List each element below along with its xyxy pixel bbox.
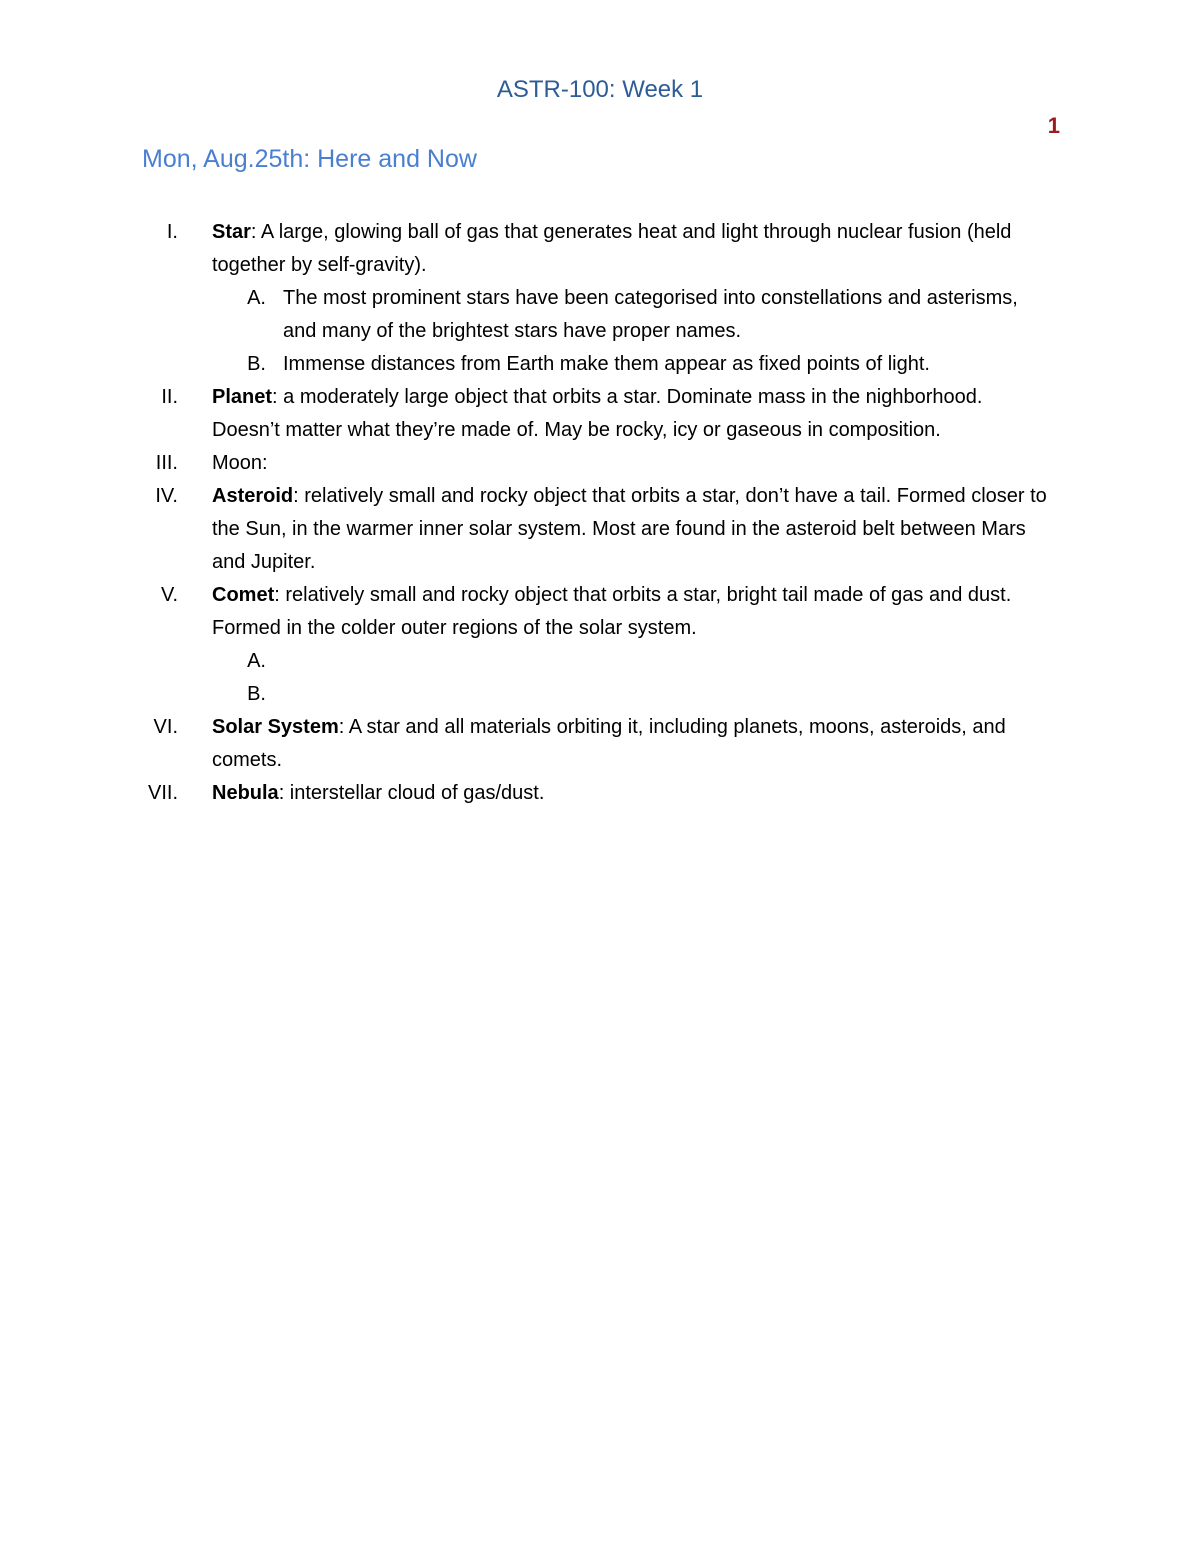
subitem-letter: B. [247,683,266,705]
definition-outline [0,216,1200,810]
outline-item-text [212,777,1052,810]
outline-item [0,216,1200,282]
outline-numeral: IV. [155,485,178,507]
term-definition: : relatively small and rocky object that orbits a star, don’t have a tail. Formed closer to the Sun, in the warmer inner solar system. Most are found in the asteroid belt between Mars and Jupiter. [212,485,1047,573]
outline-numeral: VII. [147,782,178,804]
outline-numeral: III. [155,452,178,474]
outline-subitem [0,645,1200,678]
outline-subitem [0,348,1200,381]
outline-item [0,777,1200,810]
outline-item [0,447,1200,480]
subitem-text [283,678,1023,711]
term-definition: : relatively small and rocky object that orbits a star, bright tail made of gas and dust. Formed in the colder outer regions of the solar system. [212,584,1012,639]
term-label: Comet [212,584,275,606]
term-label: Nebula [212,782,279,804]
outline-numeral: II. [161,386,178,408]
subitem-text: The most prominent stars have been categorised into constellations and asterisms, and many of the brightest stars have proper names. [283,287,1018,342]
outline-item-text [212,480,1052,579]
outline-item [0,480,1200,579]
outline-subitem [0,282,1200,348]
outline-item-text [212,447,1052,480]
subitem-letter: B. [247,353,266,375]
outline-item-text [212,216,1052,282]
outline-item-text [212,579,1052,645]
subitem-letter: A. [247,287,266,309]
outline-subitem [0,678,1200,711]
outline-item-text [212,381,1052,447]
outline-item [0,579,1200,645]
term-definition: : A large, glowing ball of gas that generates heat and light through nuclear fusion (held together by self-gravity). [212,221,1012,276]
outline-item [0,711,1200,777]
term-definition: : interstellar cloud of gas/dust. [278,782,545,804]
outline-item-text [212,711,1052,777]
outline-item [0,381,1200,447]
subitem-text: Immense distances from Earth make them appear as fixed points of light. [283,353,930,375]
section-heading: Mon, Aug.25th: Here and Now [142,145,477,173]
outline-numeral: V. [160,584,178,606]
term-definition: Moon: [212,452,268,474]
outline-numeral: I. [166,221,178,243]
page-number: 1 [1047,113,1060,138]
outline-numeral: VI. [153,716,178,738]
term-label: Solar System [212,716,339,738]
term-label: Star [212,221,251,243]
subitem-text [283,645,1023,678]
subitem-letter: A. [247,650,266,672]
term-definition: : A star and all materials orbiting it, including planets, moons, asteroids, and comets. [212,716,1006,771]
term-label: Asteroid [212,485,294,507]
term-definition: : a moderately large object that orbits a star. Dominate mass in the nighborhood. Doesn’t matter what they’re made of. May be rocky, icy or gaseous in composition. [212,386,983,441]
header-title: ASTR-100: Week 1 [496,76,704,103]
term-label: Planet [212,386,273,408]
